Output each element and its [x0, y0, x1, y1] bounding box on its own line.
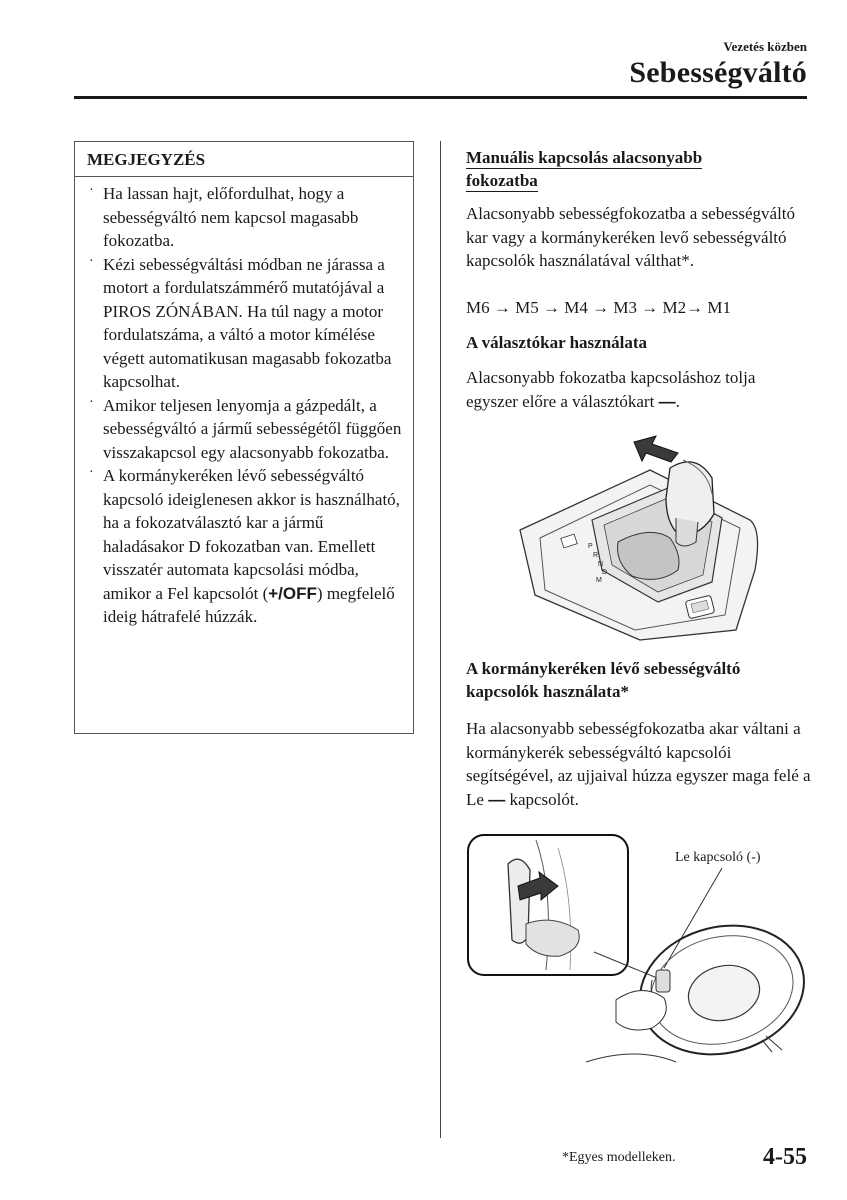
minus-symbol: —: [488, 789, 506, 809]
minus-symbol: —: [658, 391, 676, 411]
shifter-label: P: [588, 543, 593, 550]
section-label: Vezetés közben: [723, 39, 807, 54]
note-item: · Ha lassan hajt, előfordulhat, hogy a sebességváltó nem kapcsol magasabb fokozatba.: [89, 183, 359, 250]
paragraph-selector-lever: Alacsonyabb fokozatba kapcsoláshoz tolja egyszer előre a választókart —.: [466, 368, 756, 411]
heading-manual-downshift: [466, 146, 811, 192]
shifter-label: R: [593, 552, 599, 559]
gear-sequence: M6 → M5 → M4 → M3 → M2→ M1: [466, 298, 731, 317]
header-rule: [74, 96, 807, 99]
footnote: *Egyes modelleken.: [562, 1150, 676, 1165]
steering-wheel-illustration: [466, 830, 811, 1065]
note-box: [74, 141, 414, 734]
heading-line: kapcsolók használata*: [466, 682, 629, 701]
note-item-text: Kézi sebességváltási módban ne járassa a motort a fordulatszámmérő mutatójával a PIROS ZÓNÁBAN. Ha túl nagy a motor fordulatszáma, a váltó a motor kímélése végett automatikusan magasabb fokozatba kapcsolhat.: [103, 254, 392, 391]
paragraph-text: Ha alacsonyabb sebességfokozatba akar váltani a kormánykerék sebességváltó kapcsolói segítségével, az ujjaival húzza egyszer maga felé a Le: [466, 719, 811, 809]
heading-steering-switches: [466, 657, 811, 703]
note-item-text-before: A kormánykeréken lévő sebességváltó kapcsoló ideiglenesen akkor is használható, ha a fokozatválasztó kar a jármű haladásakor D fokozatban van. Emellett visszatér automata kapcsolási módba, amikor a Fel kapcsolót (: [103, 466, 400, 603]
heading-line: Manuális kapcsolás alacsonyabb: [466, 148, 703, 167]
note-item-text-after: ) megfelelő ideig hátrafelé húzzák.: [103, 583, 395, 626]
heading-selector-lever: A választókar használata: [466, 333, 648, 352]
note-item-text: Amikor teljesen lenyomja a gázpedált, a sebességváltó a jármű sebességétől függően visszakapcsol egy alacsonyabb fokozatba.: [103, 395, 402, 462]
note-item: · Amikor teljesen lenyomja a gázpedált, a sebességváltó a jármű sebességétől függően visszakapcsol egy alacsonyabb fokozatba.: [89, 394, 402, 462]
column-divider: [440, 141, 441, 1138]
paragraph-text: Alacsonyabb fokozatba kapcsoláshoz tolja egyszer előre a választókart: [466, 368, 756, 411]
note-item: · A kormánykeréken lévő sebességváltó kapcsoló ideiglenesen akkor is használható, ha a fokozatválasztó kar a jármű haladásakor D fokozatban van. Emellett visszatér automata kapcsolási módba, amikor a Fel kapcsolót (+/OFF) megfelelő ideig hátrafelé húzzák.: [89, 465, 400, 626]
shifter-label: N: [598, 561, 604, 568]
heading-line: A kormánykeréken lévő sebességváltó: [466, 659, 741, 678]
note-item-text: Ha lassan hajt, előfordulhat, hogy a sebességváltó nem kapcsol magasabb fokozatba.: [103, 184, 359, 250]
shifter-label: D: [602, 569, 608, 576]
page-number: 4-55: [763, 1144, 807, 1170]
shifter-label: M: [596, 577, 602, 584]
shift-lever-illustration: [500, 430, 770, 645]
upshift-switch-label: +/OFF: [268, 583, 317, 603]
note-item: · Kézi sebességváltási módban ne járassa a motort a fordulatszámmérő mutatójával a PIROS ZÓNÁBAN. Ha túl nagy a motor fordulatszáma, a váltó a motor kímélése végett automatikusan magasabb fokozatba kapcsolhat.: [89, 253, 392, 391]
heading-line: fokozatba: [466, 171, 538, 190]
note-list: [87, 182, 403, 629]
paragraph-intro: Alacsonyabb sebességfokozatba a sebességváltó kar vagy a kormánykeréken levő sebességváltó kapcsolók használatával válthat*.: [466, 204, 796, 270]
page-title: Sebességváltó: [629, 56, 807, 89]
downshift-switch-callout: Le kapcsoló (-): [675, 850, 761, 865]
paragraph-steering-switches: Ha alacsonyabb sebességfokozatba akar váltani a kormánykerék sebességváltó kapcsolói segítségével, az ujjaival húzza egyszer maga felé a Le — kapcsolót.: [466, 719, 811, 809]
note-title: MEGJEGYZÉS: [75, 142, 413, 177]
